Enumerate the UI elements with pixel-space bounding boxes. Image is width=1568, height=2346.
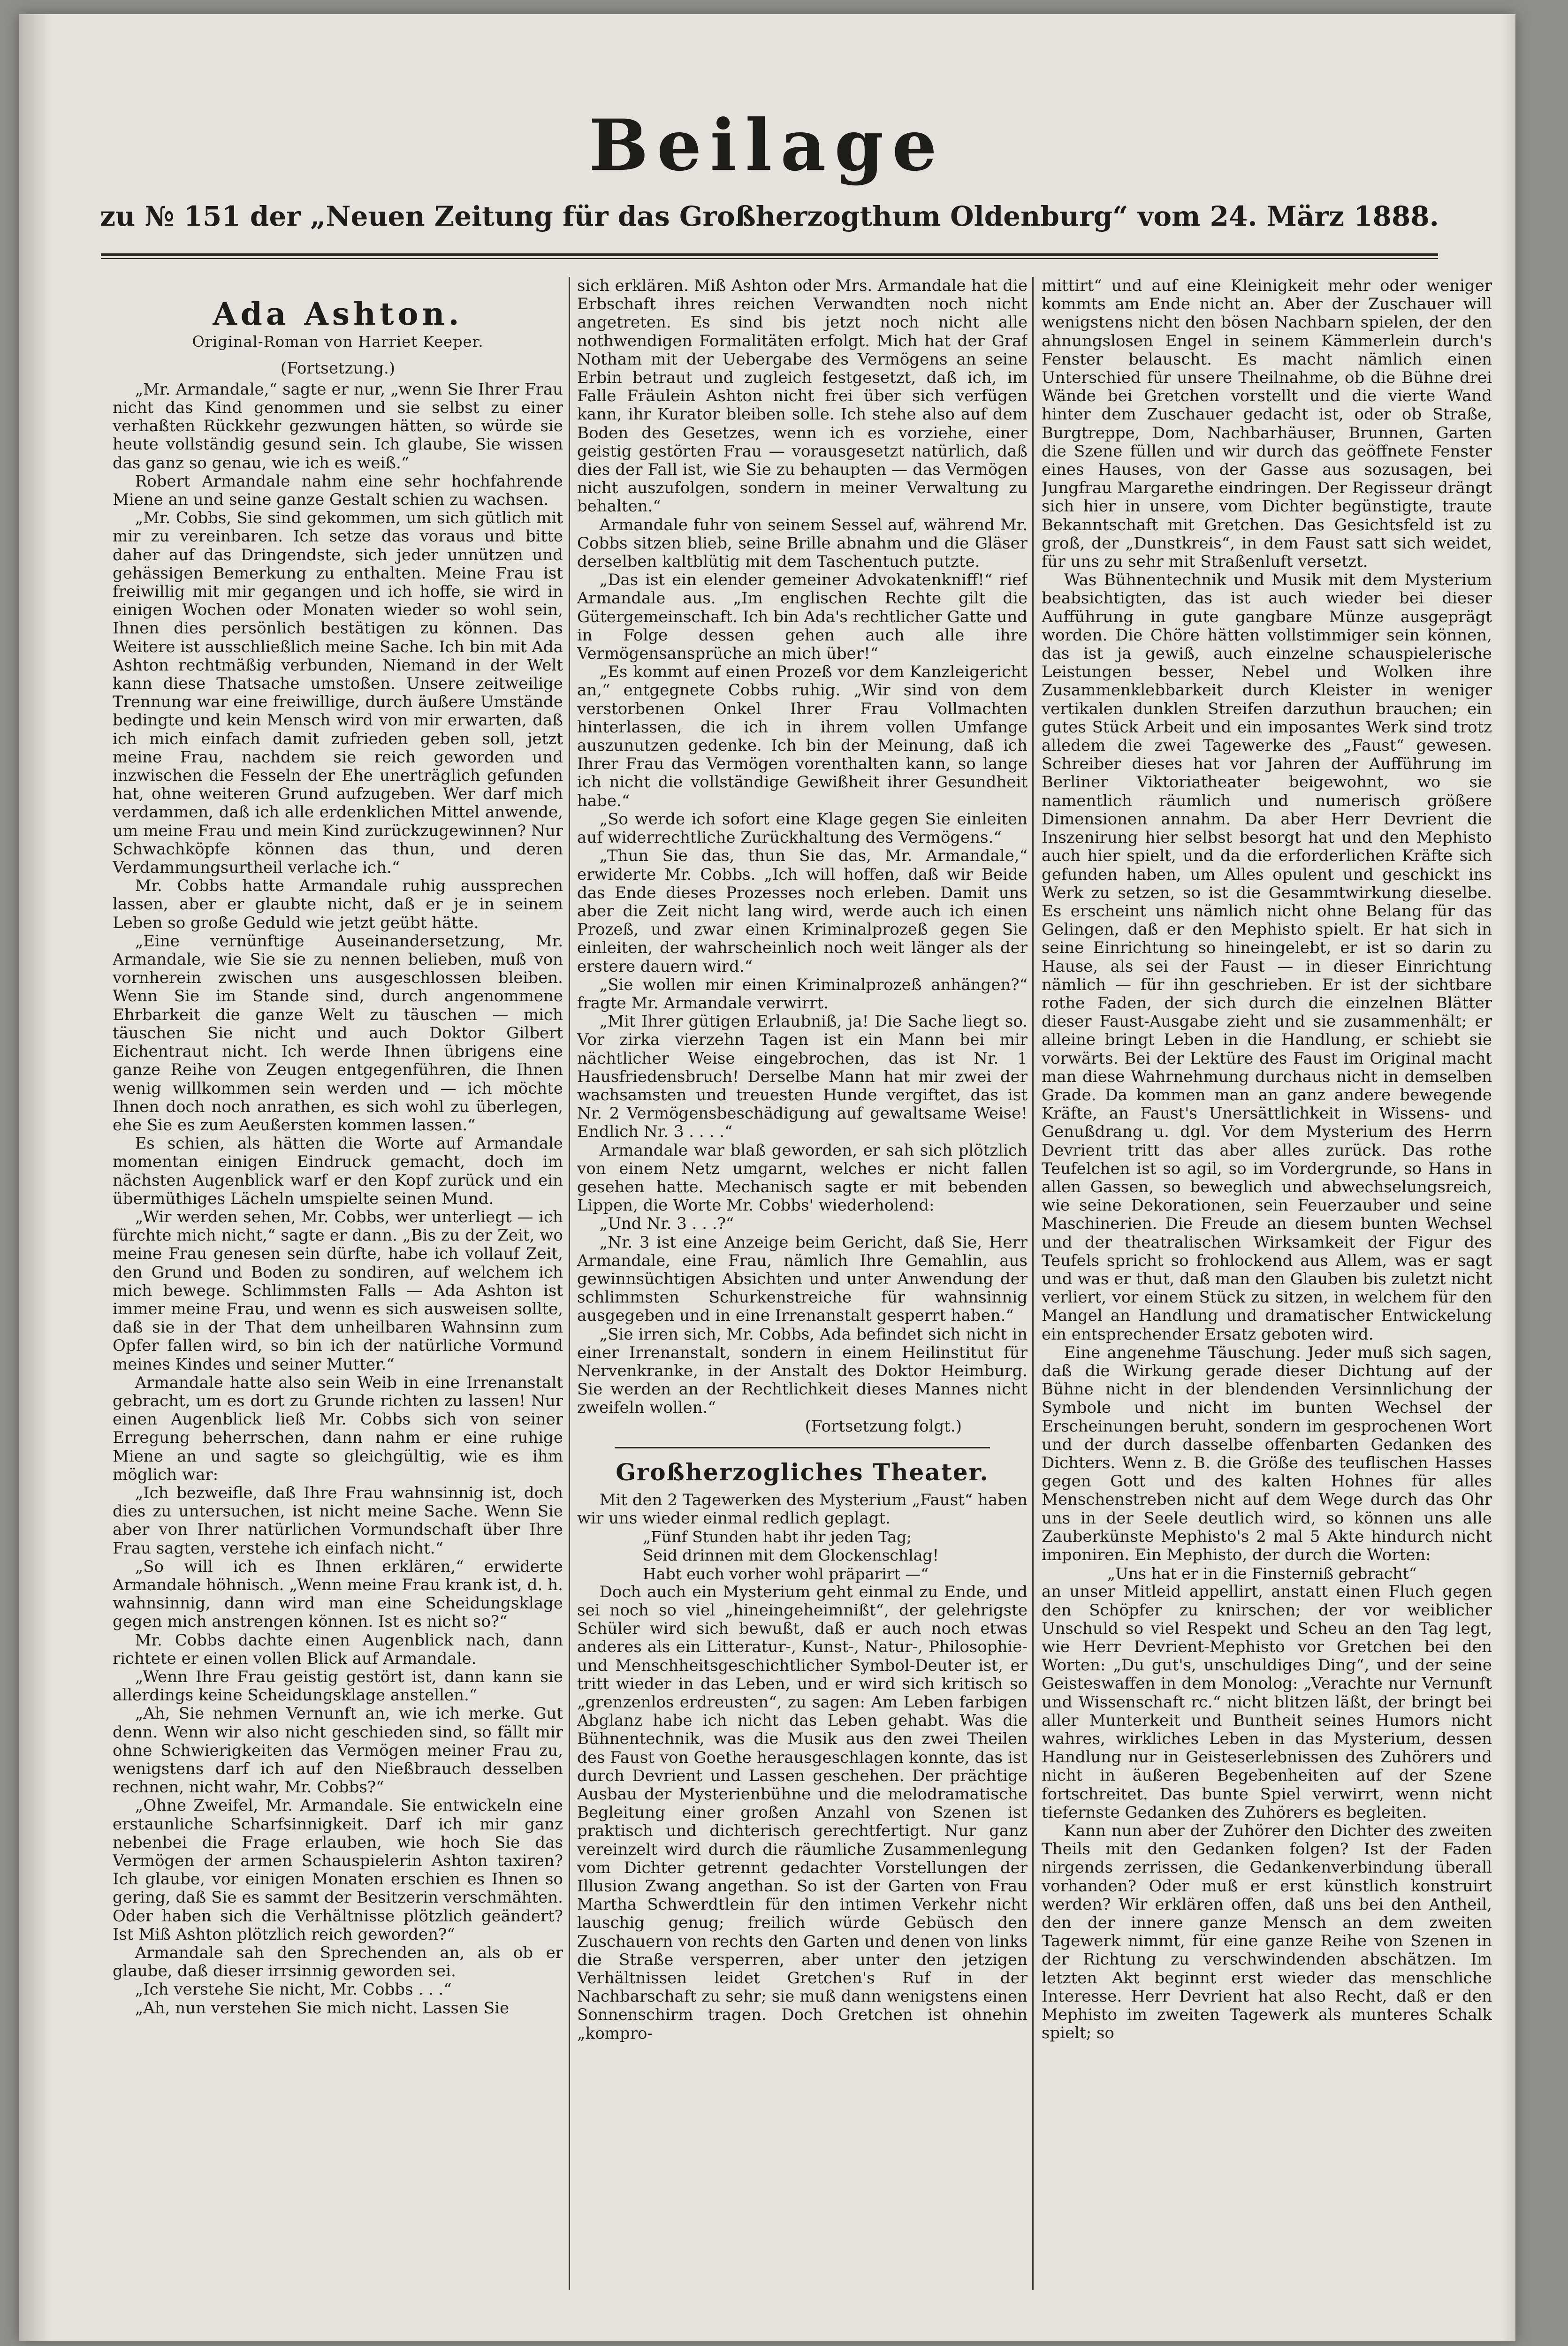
paragraph: „Sie wollen mir einen Kriminalprozeß anhängen?“ fragte Mr. Armandale verwirrt. — [577, 975, 1028, 1013]
theater-section-title: Großherzogliches Theater. — [616, 1458, 989, 1486]
masthead-subtitle: zu № 151 der „Neuen Zeitung für das Großherzogthum Oldenburg“ vom 24. März 1888. — [100, 200, 1439, 232]
paragraph: „Thun Sie das, thun Sie das, Mr. Armandale,“ erwiderte Mr. Cobbs. „Ich will hoffen, daß wir Beide das Ende dieses Prozesses noch erleben. Damit uns aber die Zeit nicht lang wird, werde auch ich einen Prozeß, und zwar einen Kriminalprozeß gegen Sie einleiten, der wahrscheinlich noch weit länger als der erstere dauern wird.“ — [577, 846, 1028, 976]
paragraph: Armandale hatte also sein Weib in eine Irrenanstalt gebracht, um es dort zu Grunde richten zu lassen! Nur einen Augenblick ließ Mr. Cobbs sich von seiner Erregung beherrschen, dann nahm er eine ruhige Miene an und sagte so gleichgültig, wie es ihm möglich war: — [113, 1373, 563, 1484]
paragraph: „Es kommt auf einen Prozeß vor dem Kanzleigericht an,“ entgegnete Cobbs ruhig. „Wir sind von dem verstorbenen Onkel Ihrer Frau Vollmachten hinterlassen, die ich in ihrem vollen Umfange auszunutzen gedenke. Ich bin der Meinung, daß ich Ihrer Frau das Vermögen vorenthalten kann, so lange ich nicht die vollständige Gewißheit ihrer Gesundheit habe.“ — [577, 663, 1028, 810]
verse-line: Habt euch vorher wohl präparirt —“ — [643, 1564, 929, 1583]
paragraph: „Ich verstehe Sie nicht, Mr. Cobbs . . .“ — [135, 1980, 452, 1999]
paragraph: „Mr. Armandale,“ sagte er nur, „wenn Sie Ihrer Frau nicht das Kind genommen und sie selbst zu einer verhaßten Rückkehr gezwungen hätten, so würde sie heute vollständig gesund sein. Ich glaube, Sie wissen das ganz so genau, wie ich es weiß.“ — [113, 380, 563, 472]
paragraph: „Ah, nun verstehen Sie mich nicht. Lassen Sie — [135, 1998, 510, 2018]
masthead-rule-thick — [101, 253, 1438, 256]
masthead-title: Beilage — [589, 104, 945, 187]
paragraph: „Nr. 3 ist eine Anzeige beim Gericht, daß Sie, Herr Armandale, eine Frau, nämlich Ihre Gemahlin, aus gewinnsüchtigen Absichten und unter Anwendung der schlimmsten Schurkenstreiche für wahnsinnig ausgegeben und in eine Irrenanstalt gesperrt haben.“ — [577, 1233, 1028, 1325]
paragraph: „So werde ich sofort eine Klage gegen Sie einleiten auf widerrechtliche Zurückhaltung des Vermögens.“ — [577, 809, 1028, 847]
paragraph: Armandale war blaß geworden, er sah sich plötzlich von einem Netz umgarnt, welches er nicht fallen gesehen hatte. Mechanisch sagte er mit bebenden Lippen, die Worte Mr. Cobbs' wiederholend: — [577, 1141, 1028, 1215]
verse-line: Seid drinnen mit dem Glockenschlag! — [643, 1546, 939, 1565]
column-divider-1 — [569, 277, 570, 2290]
paragraph: Es schien, als hätten die Worte auf Armandale momentan einigen Eindruck gemacht, doch im nächsten Augenblick warf er den Kopf zurück und ein übermüthiges Lächeln umspielte seinen Mund. — [113, 1134, 563, 1208]
column-2 — [577, 277, 1028, 2290]
newspaper-page — [19, 14, 1515, 2341]
paragraph: sich erklären. Miß Ashton oder Mrs. Armandale hat die Erbschaft ihres reichen Verwandten noch nicht angetreten. Es sind bis jetzt noch nicht alle nothwendigen Formalitäten erfolgt. Mich hat der Graf Notham mit der Uebergabe des Vermögens an seine Erbin betraut und zugleich festgesetzt, daß ich, im Falle Fräulein Ashton nicht frei über sich verfügen kann, ihr Kurator bleiben solle. Ich stehe also auf dem Boden des Gesetzes, wenn ich es vorziehe, einer geistig gestörten Frau — vorausgesetzt natürlich, daß dies der Fall ist, wie Sie zu behaupten — das Vermögen nicht auszufolgen, sondern in meiner Verwaltung zu behalten.“ — [577, 277, 1028, 516]
paragraph: „Und Nr. 3 . . .?“ — [599, 1214, 734, 1234]
paragraph: „Sie irren sich, Mr. Cobbs, Ada befindet sich nicht in einer Irrenanstalt, sondern in einem Heilinstitut für Nervenkranke, in der Anstalt des Doktor Heimburg. Sie werden an der Rechtlichkeit dieses Mannes nicht zweifeln wollen.“ — [577, 1325, 1028, 1417]
paragraph: Mit den 2 Tagewerken des Mysterium „Faust“ haben wir uns wieder einmal redlich geplagt. — [577, 1490, 1028, 1528]
paragraph: „Ohne Zweifel, Mr. Armandale. Sie entwickeln eine erstaunliche Scharfsinnigkeit. Darf ich mir ganz nebenbei die Frage erlauben, wie hoch Sie das Vermögen der armen Schauspielerin Ashton taxiren? Ich glaube, vor einigen Monaten erschien es Ihnen so gering, daß Sie es sammt der Besitzerin verschmähten. Oder haben sich die Verhältnisse plötzlich geändert? Ist Miß Ashton plötzlich reich geworden?“ — [113, 1796, 563, 1944]
verse-line: „Uns hat er in die Finsterniß gebracht“ — [1107, 1564, 1417, 1583]
paragraph: Kann nun aber der Zuhörer den Dichter des zweiten Theils mit den Gedanken folgen? Ist der Faden nirgends zerrissen, die Gedankenverbindung überall vorhanden? Oder muß er erst künstlich konstruirt werden? Wir erklären offen, daß uns bei den Antheil, den der innere ganze Mensch an dem zweiten Tagewerk nimmt, für eine ganze Reihe von Szenen in der Richtung zu verschwindenden abschätzen. Im letzten Akt beginnt erst wieder das menschliche Interesse. Herr Devrient hat also Recht, daß er den Mephisto im zweiten Tagewerk als munteres Schalk spielt; so — [1042, 1821, 1492, 2043]
section-separator — [615, 1447, 990, 1448]
paragraph: „Wir werden sehen, Mr. Cobbs, wer unterliegt — ich fürchte mich nicht,“ sagte er dann. „Bis zu der Zeit, wo meine Frau genesen sein dürfte, habe ich vollauf Zeit, den Grund und Boden zu sondiren, auf welchem ich mich bewege. Schlimmsten Falls — Ada Ashton ist immer meine Frau, und wenn es sich ausweisen sollte, daß sie in der That dem unheilbaren Wahnsinn zum Opfer fallen wird, so bin ich der natürliche Vormund meines Kindes und seiner Mutter.“ — [113, 1207, 563, 1374]
paragraph: Mr. Cobbs hatte Armandale ruhig aussprechen lassen, aber er glaubte nicht, daß er je in seinem Leben so große Geduld wie jetzt geübt hätte. — [113, 876, 563, 932]
column-3 — [1042, 277, 1492, 2290]
paragraph: Armandale sah den Sprechenden an, als ob er glaube, daß dieser irrsinnig geworden sei. — [113, 1943, 563, 1981]
paragraph: an unser Mitleid appellirt, anstatt einen Fluch gegen den Schöpfer zu knirschen; der vor weiblicher Unschuld so viel Respekt und Scheu an den Tag legt, wie Herr Devrient-Mephisto vor Gretchen bei den Worten: „Du gut's, unschuldiges Ding“, und der seine Geisteswaffen in dem Monolog: „Verachte nur Vernunft und Wissenschaft rc.“ nicht blitzen läßt, der bringt bei aller Munterkeit und Buntheit seines Humors nicht wahres, wirkliches Leben in das Mysterium, dessen Handlung nur in Geisteserlebnissen des Zuhörers und nicht in äußeren Begebenheiten auf der Szene fortschreitet. Das bunte Spiel verwirrt, wenn nicht tiefernste Gedanken des Zuhörers es begleiten. — [1042, 1582, 1492, 1822]
paragraph: „Ich bezweifle, daß Ihre Frau wahnsinnig ist, doch dies zu untersuchen, ist nicht meine Sache. Wenn Sie aber von Ihrer natürlichen Vormundschaft über Ihre Frau sagten, verstehe ich einfach nicht.“ — [113, 1483, 563, 1558]
page-binding-shadow — [19, 14, 52, 2341]
paragraph: „So will ich es Ihnen erklären,“ erwiderte Armandale höhnisch. „Wenn meine Frau krank ist, d. h. wahnsinnig, dann wird man eine Scheidungsklage gegen mich anstrengen können. Ist es nicht so?“ — [113, 1557, 563, 1631]
continued-note: (Fortsetzung.) — [280, 358, 396, 378]
paragraph: Was Bühnentechnik und Musik mit dem Mysterium beabsichtigten, das ist auch wieder bei dieser Aufführung in gute gangbare Münze ausgeprägt worden. Die Chöre hätten vollstimmiger sein können, das ist ja gewiß, auch einzelne schauspielerische Leistungen besser, Nebel und Wolken ihre Zusammenklebbarkeit durch Kleister in weniger vertikalen dunklen Streifen darzuthun brauchen; ein gutes Stück Arbeit und ein imposantes Werk sind trotz alledem die zwei Tagewerke des „Faust“ gewesen. Schreiber dieses hat vor Jahren der Aufführung im Berliner Viktoriatheater beigewohnt, wo sie namentlich räumlich und numerisch größere Dimensionen annahm. Da aber Herr Devrient die Inszenirung hier selbst besorgt hat und den Mephisto auch hier spielt, und da die erforderlichen Kräfte sich gefunden haben, um Alles opulent und geschickt ins Werk zu setzen, so ist die Gesammtwirkung dieselbe. Es erscheint uns nämlich nicht ohne Belang für das Gelingen, daß er den Mephisto spielt. Er hat sich in seine Einrichtung so hineingelebt, er ist so darin zu Hause, als sei der Faust — in dieser Einrichtung nämlich — für ihn geschrieben. Er ist der sichtbare rothe Faden, der sich durch die einzelnen Blätter dieser Faust-Ausgabe zieht und sie zusammenhält; er alleine bringt Leben in die Handlung, er schiebt sie vorwärts. Bei der Lektüre des Faust im Original macht man diese Wahrnehmung durchaus nicht in demselben Grade. Da kommen man an ganz andere bewegende Kräfte, an Faust's Unersättlichkeit in Wissens- und Genußdrang u. dgl. Vor dem Mysterium des Herrn Devrient tritt das aber alles zurück. Das rothe Teufelchen ist so agil, so im Vordergrunde, so Hans in allen Gassen, so beweglich und abwechselungsreich, wie seine Dekorationen, sein Feuerzauber und seine Maschinerien. Die Freude an diesem bunten Wechsel und der theatralischen Wirksamkeit der Figur des Teufels spricht so frohlockend aus Allem, was er sagt und was er thut, daß man den Glauben bis zuletzt nicht verliert, vor einem Stück zu sitzen, in welchem für den Mangel an Handlung und dramatischer Entwickelung ein entsprechender Ersatz geboten wird. — [1042, 571, 1492, 1344]
column-divider-2 — [1032, 277, 1034, 2290]
page-edge-shadow — [1501, 14, 1515, 2341]
paragraph: Mr. Cobbs dachte einen Augenblick nach, dann richtete er einen vollen Blick auf Armandale. — [113, 1630, 563, 1668]
story-byline: Original-Roman von Harriet Keeper. — [192, 333, 484, 351]
paragraph: „Mr. Cobbs, Sie sind gekommen, um sich gütlich mit mir zu vereinbaren. Ich setze das voraus und bitte daher auf das Dringendste, sich jeder unnützen und gehässigen Bemerkung zu enthalten. Meine Frau ist freiwillig mit mir gegangen und ich hoffe, sie wird in einigen Wochen oder Monaten wieder so wohl sein, Ihnen dies persönlich bestätigen zu können. Das Weitere ist ausschließlich meine Sache. Ich bin mit Ada Ashton rechtmäßig verbunden, Niemand in der Welt kann diese Thatsache umstoßen. Unsere zeitweilige Trennung war eine freiwillige, durch äußere Umstände bedingte und kein Mensch wird von mir erwarten, daß ich mich einfach damit zufrieden geben soll, jetzt meine Frau, nachdem sie reich geworden und inzwischen die Fesseln der Ehe unerträglich gefunden hat, ohne weiteren Grund aufzugeben. Wer darf mich verdammen, daß ich alle erdenklichen Mittel anwende, um meine Frau und mein Kind zurückzugewinnen? Nur Schwachköpfe können das thun, und deren Verdammungsurtheil verlache ich.“ — [113, 509, 563, 877]
paragraph: Doch auch ein Mysterium geht einmal zu Ende, und sei noch so viel „hineingeheimnißt“, der gelehrigste Schüler wird sich bewußt, daß er auch noch etwas anderes als ein Litteratur-, Kunst-, Natur-, Philosophie- und Menschheitsgeschichtlicher Symbol-Deuter ist, er tritt wieder in das Leben, und er wird sich kritisch so „grenzenlos erdreusten“, zu sagen: Am Leben farbigen Abglanz habe ich nicht das Leben gehabt. Was die Bühnentechnik, was die Musik aus den zwei Theilen des Faust von Goethe herausgeschlagen konnte, das ist durch Devrient und Lassen geschehen. Der prächtige Ausbau der Mysterienbühne und die melodramatische Begleitung einer großen Anzahl von Szenen ist praktisch und dichterisch gerechtfertigt. Nur ganz vereinzelt wird durch die räumliche Zusammenlegung vom Dichter getrennt gedachter Vorstellungen der Illusion Zwang angethan. So ist der Garten von Frau Martha Schwerdtlein für den intimen Verkehr nicht lauschig genug; freilich würde Gebüsch den Zuschauern von rechts den Garten und denen von links die Straße versperren, aber unter den jetzigen Verhältnissen leidet Gretchen's Ruf in der Nachbarschaft zu sehr; sie muß dann wenigstens einen Sonnenschirm tragen. Doch Gretchen ist ohnehin „kompro- — [577, 1582, 1028, 2043]
paragraph: mittirt“ und auf eine Kleinigkeit mehr oder weniger kommts am Ende nicht an. Aber der Zuschauer will wenigstens nicht den bösen Nachbarn spielen, der den ahnungslosen Engel in seinem Kämmerlein durch's Fenster belauscht. Es macht nämlich einen Unterschied für unsere Theilnahme, ob die Bühne drei Wände bei Gretchen vorstellt und die vierte Wand hinter dem Zuschauer gedacht ist, oder ob Straße, Burgtreppe, Dom, Nachbarhäuser, Brunnen, Garten die Szene füllen und wir durch das geöffnete Fenster eines Hauses, von der Gasse aus sozusagen, bei Jungfrau Margarethe eindringen. Der Regisseur drängt sich hier in unsere, vom Dichter begünstigte, traute Bekanntschaft mit Gretchen. Das Gesichtsfeld ist zu groß, der „Dunstkreis“, in dem Faust satt sich weidet, für uns zu sehr mit Straßenluft versetzt. — [1042, 277, 1492, 571]
paragraph: „Eine vernünftige Auseinandersetzung, Mr. Armandale, wie Sie sie zu nennen belieben, muß von vornherein zwischen uns ausgeschlossen bleiben. Wenn Sie im Stande sind, durch angenommene Ehrbarkeit die ganze Welt zu täuschen — mich täuschen Sie nicht und auch Doktor Gilbert Eichentraut nicht. Ich werde Ihnen übrigens eine ganze Reihe von Zeugen entgegenführen, die Ihnen wenig willkommen sein werden und — ich möchte Ihnen doch noch anrathen, es sich wohl zu überlegen, ehe Sie es zum Aeußersten kommen lassen.“ — [113, 931, 563, 1135]
column-1 — [113, 277, 563, 2290]
paragraph: Robert Armandale nahm eine sehr hochfahrende Miene an und seine ganze Gestalt schien zu wachsen. — [113, 472, 563, 509]
paragraph: Armandale fuhr von seinem Sessel auf, während Mr. Cobbs sitzen blieb, seine Brille abnahm und die Gläser derselben kaltblütig mit dem Taschentuch putzte. — [577, 515, 1028, 571]
paragraph: Eine angenehme Täuschung. Jeder muß sich sagen, daß die Wirkung gerade dieser Dichtung auf der Bühne nicht in der blendenden Versinnlichung der Symbole und nicht im bunten Wechsel der Erscheinungen beruht, sondern im gesprochenen Wort und der durch dasselbe offenbarten Gedanken des Dichters. Wenn z. B. die Größe des teuflischen Hasses gegen Gott und des kalten Hohnes für alles Menschenstreben nicht auf dem Wege durch das Ohr uns in der Seele deutlich wird, so können uns alle Zauberkünste Mephisto's 2 mal 5 Akte hindurch nicht imponiren. Ein Mephisto, der durch die Worten: — [1042, 1343, 1492, 1565]
paragraph: „Ah, Sie nehmen Vernunft an, wie ich merke. Gut denn. Wenn wir also nicht geschieden sind, so fällt mir ohne Schwierigkeiten das Vermögen meiner Frau zu, wenigstens darf ich auf den Nießbrauch desselben rechnen, nicht wahr, Mr. Cobbs?“ — [113, 1704, 563, 1797]
paragraph: „Wenn Ihre Frau geistig gestört ist, dann kann sie allerdings keine Scheidungsklage anstellen.“ — [113, 1668, 563, 1705]
paragraph: „Das ist ein elender gemeiner Advokatenkniff!“ rief Armandale aus. „Im englischen Rechte gilt die Gütergemeinschaft. Ich bin Ada's rechtlicher Gatte und in Folge dessen gehen auch alle ihre Vermögensansprüche an mich über!“ — [577, 571, 1028, 663]
paragraph: „Mit Ihrer gütigen Erlaubniß, ja! Die Sache liegt so. Vor zirka vierzehn Tagen ist ein Mann bei mir nächtlicher Weise eingebrochen, das ist Nr. 1 Hausfriedensbruch! Derselbe Mann hat mir zwei der wachsamsten und treuesten Hunde vergiftet, das ist Nr. 2 Vermögensbeschädigung auf gewaltsame Weise! Endlich Nr. 3 . . . .“ — [577, 1012, 1028, 1142]
story-continued-note: (Fortsetzung folgt.) — [805, 1417, 962, 1436]
story-title: Ada Ashton. — [213, 296, 463, 332]
masthead-rule-thin — [101, 258, 1438, 259]
verse-line: „Fünf Stunden habt ihr jeden Tag; — [643, 1528, 912, 1546]
